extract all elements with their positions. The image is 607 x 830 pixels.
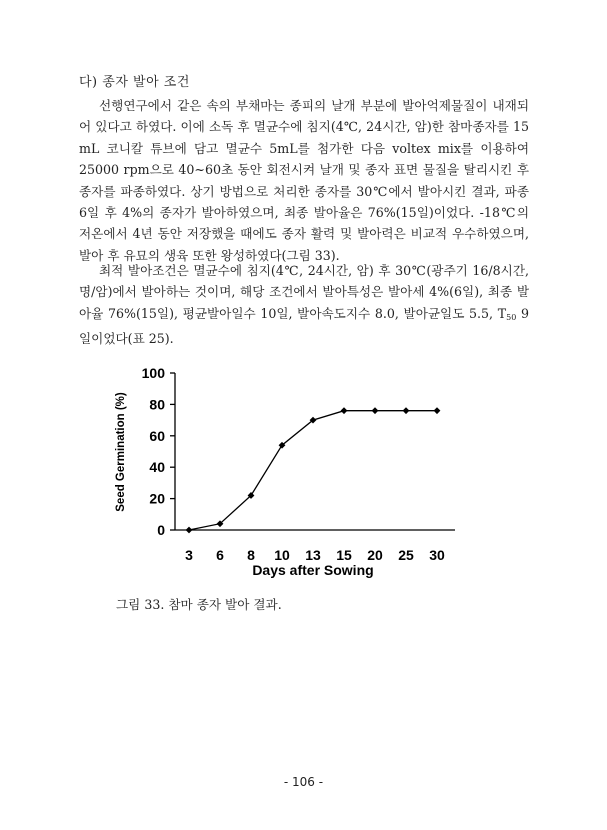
x-tick-label: 25 [398,547,414,563]
paragraph-1: 선행연구에서 같은 속의 부채마는 종피의 날개 부분에 발아억제물질이 내재되어 있다고 하였다. 이에 소독 후 멸균수에 침지(4℃, 24시간, 암)한 참마종자를 15 mL 코니칼 튜브에 담고 멸균수 5mL를 첨가한 다음 voltex mix를 이용하여 25000 rpm으로 40~60초 동안 회전시켜 날개 및 종자 표면 물질을 탈리시킨 후 종자를 파종하였다. 상기 방법으로 처리한 종자를 30℃에서 발아시킨 결과, 파종 6일 후 4%의 종자가 발아하였으며, 최종 발아율은 76%(15일)이었다. -18℃의 저온에서 4년 동안 저장했을 때에도 종자 활력 및 발아력은 비교적 우수하였으며, 발아 후 유묘의 생육 또한 왕성하였다(그림 33). [79,98,529,263]
y-tick-label: 0 [157,522,165,538]
marker-group [186,407,441,533]
y-tick-group [142,365,175,538]
x-tick-label: 30 [429,547,445,563]
y-tick-label: 40 [149,459,165,476]
y-axis-title: Seed Germination (%) [115,392,127,512]
x-tick-label: 8 [247,547,255,563]
x-tick-group [185,547,445,563]
page-number: - 106 - [283,775,324,789]
series-line [189,411,437,530]
data-point-marker [434,407,441,414]
x-tick-label: 15 [336,547,352,563]
data-point-marker [372,407,379,414]
x-tick-label: 20 [367,547,383,563]
data-point-marker [186,527,193,534]
section-heading: 다) 종자 발아 조건 [79,75,190,90]
paragraph-2-text: 최적 발아조건은 멸균수에 침지(4℃, 24시간, 암) 후 30℃(광주기 16/8시간, 명/암)에서 발아하는 것이며, 해당 조건에서 발아특성은 발아세 4%(6일), 최종 발아율 76%(15일), 평균발아일수 10일, 발아속도지수 8.0, 발아균일도 5.5, T [79,263,529,321]
germination-chart [100,360,470,585]
t50-subscript: 50 [506,312,517,322]
y-tick-label: 60 [149,427,165,444]
data-point-marker [341,407,348,414]
x-tick-label: 10 [274,547,290,563]
x-axis-title: Days after Sowing [252,562,374,578]
x-tick-label: 13 [305,547,321,563]
y-tick-label: 20 [149,490,165,507]
y-tick-label: 80 [149,396,165,413]
paragraph-2-end: 9일이었다(표 25). [79,305,529,347]
x-tick-label: 3 [185,547,193,563]
data-point-marker [403,407,410,414]
y-tick-label: 100 [141,365,165,381]
x-tick-label: 6 [216,547,224,563]
paragraph-2 [79,260,529,350]
figure-caption: 그림 33. 참마 종자 발아 결과. [116,597,282,612]
